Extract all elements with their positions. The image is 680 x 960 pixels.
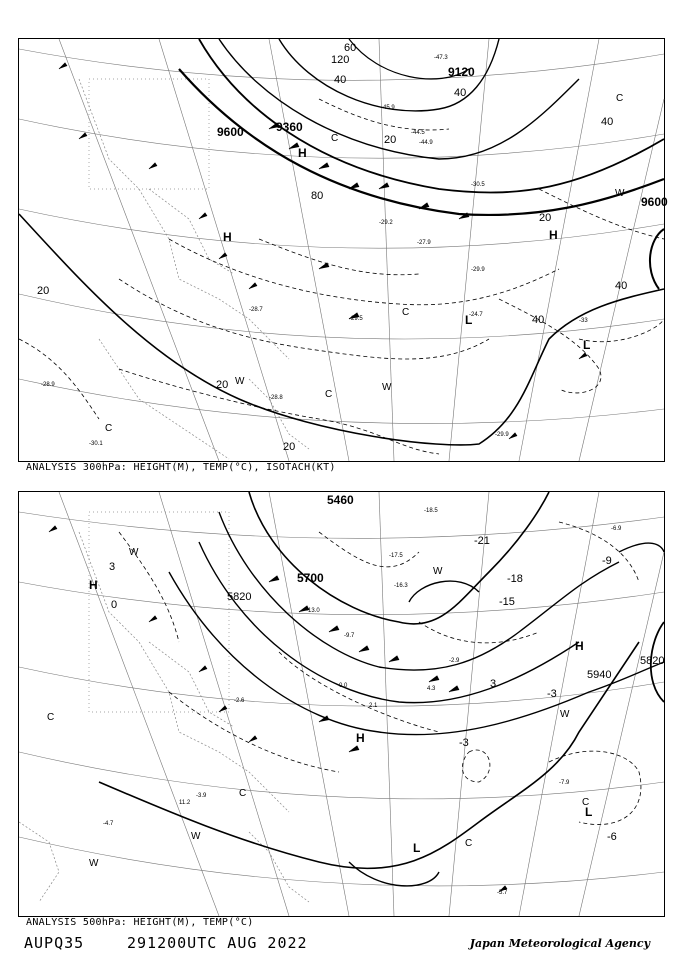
temp-obs: -7.9 xyxy=(559,780,570,786)
center-marker: W xyxy=(191,831,201,842)
temp-obs: -28.9 xyxy=(41,382,55,388)
temp-obs: -33 xyxy=(579,318,588,324)
temp-obs: 11.2 xyxy=(179,800,191,806)
isotach-label: 20 xyxy=(283,441,296,453)
center-marker: L xyxy=(465,313,473,327)
temp-obs: -18.5 xyxy=(424,508,438,514)
center-marker: H xyxy=(298,146,307,160)
center-marker: C xyxy=(582,797,590,808)
center-marker: W xyxy=(129,547,139,558)
temp-obs: -44.5 xyxy=(411,130,425,136)
temp-obs: -13.0 xyxy=(306,608,320,614)
isotach-label: 20 xyxy=(37,285,50,297)
temp-obs: -29.9 xyxy=(495,432,509,438)
wind-barbs-500 xyxy=(49,526,507,892)
temp-obs: -2.9 xyxy=(449,658,460,664)
contour-label: -3 xyxy=(459,737,469,749)
center-marker: H xyxy=(223,230,232,244)
panel-300-caption: ANALYSIS 300hPa: HEIGHT(M), TEMP(°C), ISOTACH(KT) xyxy=(26,462,336,473)
contour-label: -6 xyxy=(607,831,617,843)
map-300hpa-canvas xyxy=(19,39,668,461)
height-label: 9360 xyxy=(276,120,303,134)
center-marker: H xyxy=(575,639,584,653)
height-label: 5700 xyxy=(297,571,324,585)
temp-obs: -6.9 xyxy=(611,526,622,532)
height-contours-300 xyxy=(19,39,664,445)
valid-time: 291200UTC AUG 2022 xyxy=(127,934,308,952)
isotach-label: 20 xyxy=(384,134,397,146)
isotach-label: 120 xyxy=(331,54,350,66)
center-marker: W xyxy=(382,382,392,393)
temp-obs: -17.5 xyxy=(389,553,403,559)
temp-obs: -28.7 xyxy=(249,307,263,313)
graticule-500 xyxy=(19,492,664,916)
temp-obs: -4.7 xyxy=(103,821,114,827)
contour-label: -3 xyxy=(547,688,557,700)
height-contours-500 xyxy=(99,492,664,886)
isotach-label: 40 xyxy=(532,314,545,326)
contour-label: -21 xyxy=(474,535,490,547)
temp-obs: -30.5 xyxy=(471,182,485,188)
product-id: AUPQ35 xyxy=(24,934,85,952)
contour-label: -15 xyxy=(499,596,515,608)
temp-obs: 2.1 xyxy=(369,703,378,709)
temp-obs: -3.9 xyxy=(196,793,207,799)
center-marker: C xyxy=(465,838,473,849)
center-marker: C xyxy=(47,712,55,723)
isotach-label: 20 xyxy=(216,379,229,391)
isotach-label: 80 xyxy=(311,190,324,202)
temp-obs: -2.6 xyxy=(234,698,245,704)
panel-500-caption: ANALYSIS 500hPa: HEIGHT(M), TEMP(°C) xyxy=(26,917,254,928)
center-marker: C xyxy=(616,93,624,104)
temp-obs: -47.3 xyxy=(434,55,448,61)
temp-obs: 4.3 xyxy=(427,686,436,692)
center-marker: W xyxy=(615,188,625,199)
height-label: 9600 xyxy=(641,195,668,209)
temp-obs: -16.3 xyxy=(394,583,408,589)
center-marker: C xyxy=(402,307,410,318)
temp-obs: -29.2 xyxy=(379,220,393,226)
isotach-label: 40 xyxy=(601,116,614,128)
height-label: 9600 xyxy=(217,125,244,139)
height-label: 5940 xyxy=(587,669,612,681)
center-marker: H xyxy=(89,578,98,592)
temp-obs: -30.1 xyxy=(89,441,103,447)
contour-label: -18 xyxy=(507,573,523,585)
isotach-label: 60 xyxy=(344,42,357,54)
center-marker: H xyxy=(356,731,365,745)
center-marker: C xyxy=(239,788,247,799)
graticule-300 xyxy=(19,39,664,461)
height-label: 5820 xyxy=(227,591,252,603)
temp-obs: 0.0 xyxy=(339,683,348,689)
contour-label: 3 xyxy=(109,561,116,573)
temp-obs: -28.8 xyxy=(269,395,283,401)
contour-label: 0 xyxy=(111,599,118,611)
center-marker: C xyxy=(331,133,339,144)
temp-obs: -9.7 xyxy=(344,633,355,639)
temp-obs: -24.7 xyxy=(469,312,483,318)
center-marker: H xyxy=(549,228,558,242)
coastline-300 xyxy=(79,79,309,459)
center-marker: W xyxy=(89,858,99,869)
height-label: 9120 xyxy=(448,65,475,79)
map-panel-300hpa xyxy=(18,38,668,462)
height-label: 5820 xyxy=(640,655,665,667)
center-marker: W xyxy=(433,566,443,577)
center-marker: C xyxy=(105,423,113,434)
wind-barbs-300 xyxy=(59,63,587,439)
map-panel-500hpa xyxy=(18,491,665,917)
contour-label: 3 xyxy=(490,678,497,690)
isotherms-300 xyxy=(19,99,664,454)
temp-obs: -27.9 xyxy=(417,240,431,246)
temp-obs: -45.9 xyxy=(381,105,395,111)
agency-name: Japan Meteorological Agency xyxy=(469,937,650,950)
contour-label: -9 xyxy=(602,555,612,567)
temp-obs: -5.7 xyxy=(497,890,508,896)
isotach-label: 40 xyxy=(454,87,467,99)
center-marker: C xyxy=(325,389,333,400)
center-marker: L xyxy=(583,338,591,352)
isotach-label: 40 xyxy=(615,280,628,292)
center-marker: L xyxy=(585,805,593,819)
isotach-label: 20 xyxy=(539,212,552,224)
center-marker: W xyxy=(560,709,570,720)
map-500hpa-canvas xyxy=(19,492,664,916)
isotach-label: 40 xyxy=(334,74,347,86)
temp-obs: -29.9 xyxy=(471,267,485,273)
height-label: 5460 xyxy=(327,493,354,507)
temp-obs: -44.9 xyxy=(419,140,433,146)
temp-obs: -29.5 xyxy=(349,316,363,322)
center-marker: W xyxy=(235,376,245,387)
coastline-500 xyxy=(19,512,309,902)
center-marker: L xyxy=(413,841,421,855)
